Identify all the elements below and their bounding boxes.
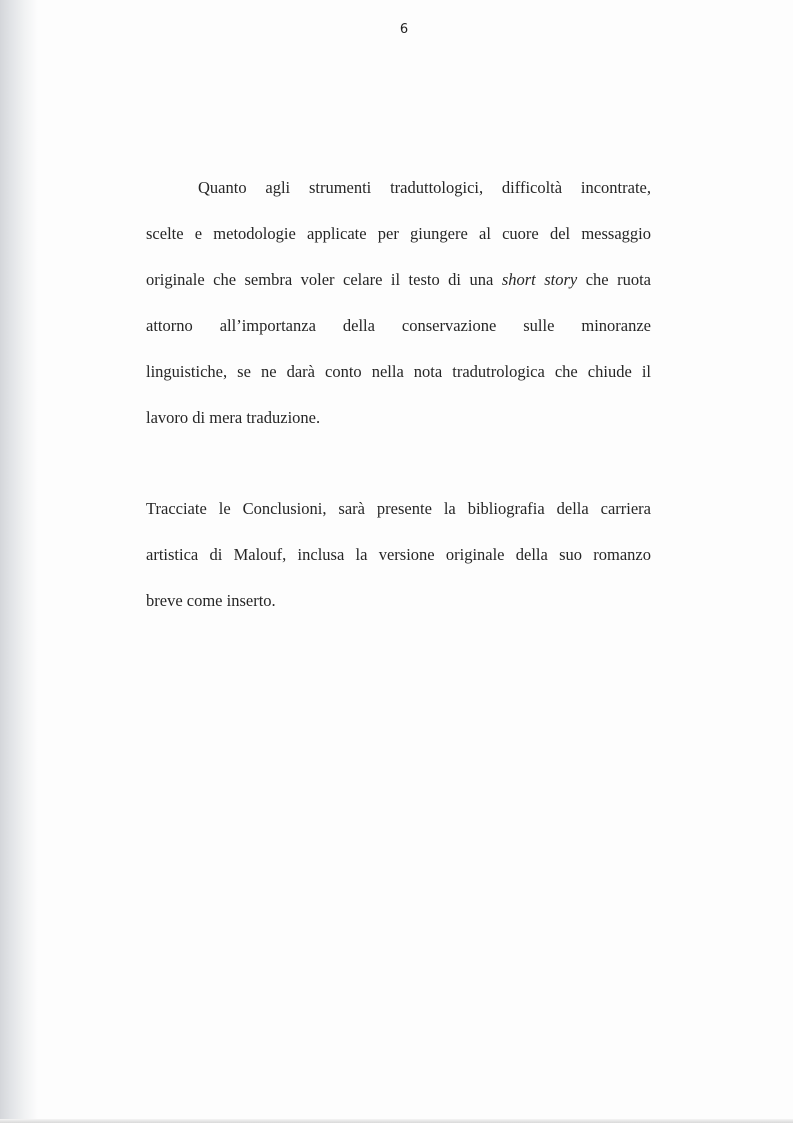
scan-bottom-edge: [0, 1119, 793, 1123]
page-number: 6: [399, 22, 409, 37]
text-span: originale che sembra voler celare il testo di una: [146, 270, 494, 289]
text-line: linguistiche, se ne darà conto nella nota tradutrologica che chiude il: [146, 362, 651, 381]
text-line: [146, 270, 651, 290]
text-span: che ruota: [585, 270, 652, 289]
text-line: breve come inserto.: [146, 591, 276, 610]
text-line: artistica di Malouf, inclusa la versione originale della suo romanzo: [146, 545, 651, 564]
scan-shadow-edge: [0, 0, 38, 1123]
italic-title: short story: [501, 270, 578, 289]
text-line: lavoro di mera traduzione.: [146, 408, 321, 427]
text-line: attorno all’importanza della conservazione sulle minoranze: [146, 316, 651, 335]
text-line: Quanto agli strumenti traduttologici, difficoltà incontrate,: [198, 178, 651, 197]
text-line: Tracciate le Conclusioni, sarà presente la bibliografia della carriera: [146, 499, 651, 518]
text-line: scelte e metodologie applicate per giungere al cuore del messaggio: [146, 224, 651, 243]
